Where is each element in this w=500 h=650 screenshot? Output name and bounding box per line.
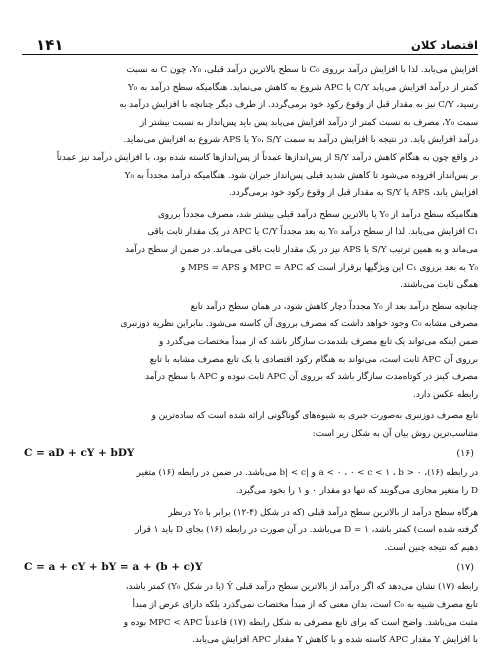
equation-expression: C = aD + cY + bDY bbox=[24, 447, 135, 460]
text-line: با افزایش Y مقدار APC کاسته شده و با کاهش Y مقدار APC افزایش می‌یابد. bbox=[192, 635, 478, 646]
text-line: در واقع چون به هنگام کاهش درآمد S/Y از پس‌انداز‌ها عمدتاً از پس‌اندازها کاسته شده بود، با افزایش درآمد نیز عمدتاً bbox=[56, 152, 478, 163]
text-line: می‌ماند و به همین ترتیب S/Y یا APS نیز در یک مقدار ثابت باقی می‌ماند. در ضمن از سطح درآمد bbox=[125, 244, 478, 255]
paragraph bbox=[22, 299, 478, 405]
text-line: Y₀ به بعد برروی C₁ این ویژگیها برقرار است که MPC = APC و MPS = APS و bbox=[180, 262, 478, 273]
paragraph bbox=[22, 62, 478, 203]
text-line: دهیم که نتیجه چنین است. bbox=[384, 542, 478, 553]
text-line: برروی آن APC ثابت است، می‌تواند به هنگام رکود اقتصادی با یک تابع مصرف مشابه با تابع bbox=[149, 354, 478, 365]
text-line: افزایش می‌یابد. لذا با افزایش درآمد برروی C₀ تا سطح بالاترین درآمد قبلی، Y₀، چون C نه نسبت bbox=[126, 65, 478, 75]
equation-number: (۱۶) bbox=[456, 448, 474, 460]
text-line: چنانچه سطح درآمد بعد از Y₀ مجدداً دچار کاهش شود، در همان سطح درآمد تابع bbox=[190, 301, 478, 312]
text-line: متناسب‌ترین روش بیان آن به شکل زیر است: bbox=[312, 428, 478, 439]
text-line: رابطه عکس دارد. bbox=[413, 389, 478, 400]
equation bbox=[22, 558, 478, 577]
equation bbox=[22, 444, 478, 463]
text-line: C₁ افزایش می‌یابد. لذا از سطح درآمد Y₀ به بعد مجدداً C/Y یا APC در یک مقدار ثابت باقی bbox=[147, 227, 478, 238]
text-line: سمت Y₀، مصرف به نسبت کمتر از درآمد افزایش می‌یابد پس باید پس‌انداز به نسبت بیشتر از bbox=[139, 117, 478, 128]
page-body bbox=[22, 62, 478, 650]
text-line: ضمن اینکه می‌تواند یک تابع مصرف بلندمدت سازگار باشد که از مبدأ مختصات می‌گذرد و bbox=[159, 336, 478, 347]
equation-number: (۱۷) bbox=[456, 562, 474, 574]
text-line: مصرف کینز در کوتاه‌مدت سازگار باشد که برروی آن APC ثابت نبوده و APC با سطح درآمد bbox=[145, 372, 478, 383]
paragraph bbox=[22, 207, 478, 295]
page-header bbox=[22, 34, 478, 55]
text-line: هنگامیکه سطح درآمد از Y₀ یا بالاترین سطح درآمد قبلی بیشتر شد، مصرف مجدداً برروی bbox=[157, 209, 478, 220]
text-line: D را متغیر مجازی می‌گویند که تنها دو مقدار ۰ و ۱ را بخود می‌گیرد. bbox=[235, 486, 478, 497]
equation-expression: C = a + cY + bY = a + (b + c)Y bbox=[24, 561, 203, 574]
text-line: در رابطه (۱۶)، a < ۰ ، ۰ < c < ۱ ، b > ۰ و |b| < c می‌باشد. در ضمن در رابطه (۱۶) متغیر bbox=[136, 468, 478, 479]
page-number: ۱۴۱ bbox=[36, 36, 64, 54]
text-line: رابطه (۱۷) نشان می‌دهد که اگر درآمد از بالاترین سطح درآمد قبلی Ŷ (یا در شکل Y₀) کمتر باشد، bbox=[125, 582, 478, 593]
text-line: تابع مصرف شبیه به C₀ است، بدان معنی که از مبدأ مختصات نمی‌گذرد بلکه دارای عرض از مبدأ bbox=[132, 600, 478, 611]
text-line: بر پس‌انداز افزوده می‌شود تا کاهش شدید قبلی پس‌انداز جبران شود. هنگامیکه درآمد مجدداً به Y₀ bbox=[124, 170, 478, 181]
text-line: رسید، C/Y نیز به مقدار قبل از وقوع رکود خود برمی‌گردد. از طرف دیگر چنانچه با افزایش درآمد به bbox=[119, 100, 478, 111]
text-line: مصرفی مشابه C₀ وجود خواهد داشت که مصرف برروی آن کاسته می‌شود. بنابراین نظریه دوزنبری bbox=[120, 319, 478, 330]
paragraph bbox=[22, 505, 478, 650]
text-line: هرگاه سطح درآمد از بالاترین سطح درآمد قبلی (که در شکل (۴-۱۲) برابر با Y₀ درنظر bbox=[168, 507, 478, 518]
text-line: کمتر از درآمد افزایش می‌یابد C/Y یا APC شروع به کاهش می‌نماید. هنگامیکه سطح درآمد به Y₀ bbox=[127, 82, 478, 93]
text-line: مثبت می‌باشد. واضح است که برای تابع مصرفی به شکل رابطه (۱۷) قاعدتاً MPC < APC بوده و bbox=[123, 617, 478, 628]
text-line: همگی ثابت می‌باشند. bbox=[400, 280, 478, 291]
text-line: افزایش یابد، APS یا S/Y به مقدار قبل از وقوع رکود خود برمی‌گردد. bbox=[228, 188, 478, 199]
text-line: درآمد افزایش یابد. در نتیجه با افزایش درآمد به سمت Y₀، S/Y یا APS شروع به افزایش می‌نماید. bbox=[123, 135, 478, 146]
text-line: گرفته شده است) کمتر باشد، D = ۱ می‌باشد. در آن صورت در رابطه (۱۶) بجای D باید ۱ قرار bbox=[135, 525, 478, 536]
text-line: تابع مصرف دوزنبری به‌صورت جبری به شیوه‌های گوناگونی ارائه شده است که ساده‌ترین و bbox=[151, 411, 478, 422]
running-head: اقتصاد کلان bbox=[411, 38, 478, 52]
paragraph bbox=[22, 408, 478, 500]
